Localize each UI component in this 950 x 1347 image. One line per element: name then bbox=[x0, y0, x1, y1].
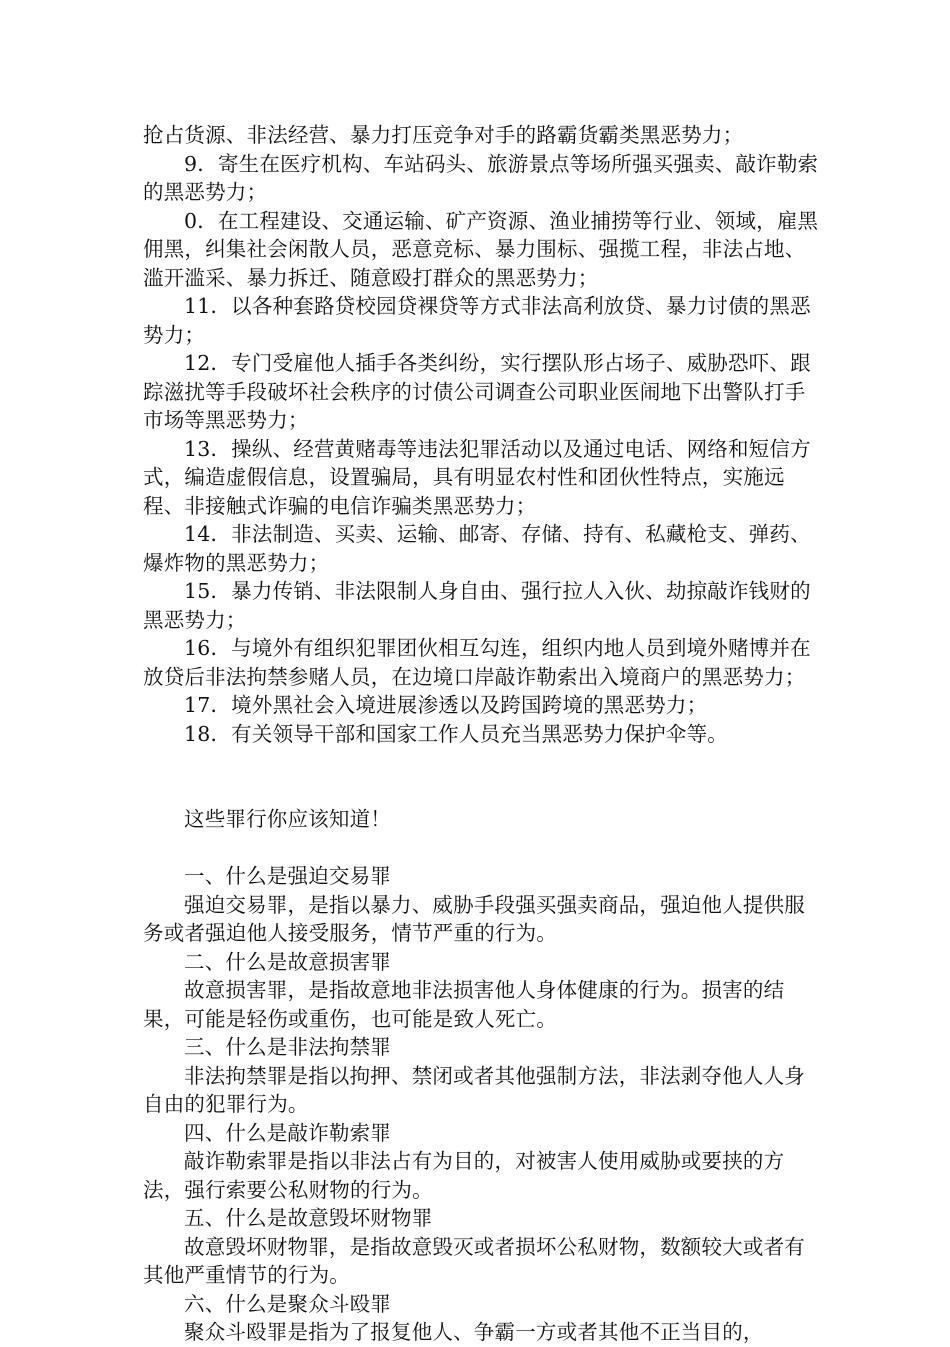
list-item-13: 13．操纵、经营黄赌毒等违法犯罪活动以及通过电话、网络和短信方式，编造虚假信息，设置骗局，具有明显农村性和团伙性特点，实施远程、非接触式诈骗的电信诈骗类黑恶势力； bbox=[143, 436, 811, 518]
document-body bbox=[143, 121, 823, 1347]
crime-heading: 二、什么是故意损害罪 bbox=[184, 949, 391, 974]
crime-definition: 故意损害罪，是指故意地非法损害他人身体健康的行为。损害的结果，可能是轻伤或重伤，也可能是致人死亡。 bbox=[143, 978, 785, 1031]
spacer bbox=[143, 748, 823, 805]
list-item-15: 15．暴力传销、非法限制人身自由、强行拉人入伙、劫掠敲诈钱财的黑恶势力； bbox=[143, 579, 811, 632]
crime-heading: 三、什么是非法拘禁罪 bbox=[184, 1035, 391, 1059]
list-item-12: 12．专门受雇他人插手各类纠纷，实行摆队形占场子、威胁恐吓、跟踪滋扰等手段破坏社会秩序的讨债公司调查公司职业医闹地下出警队打手市场等黑恶势力； bbox=[143, 351, 811, 432]
crime-heading: 四、什么是敲诈勒索罪 bbox=[184, 1120, 391, 1145]
list-item-9: 9．寄生在医疗机构、车站码头、旅游景点等场所强买强卖、敲诈勒索的黑恶势力； bbox=[143, 151, 819, 204]
list-item-18: 18．有关领导干部和国家工作人员充当黑恶势力保护伞等。 bbox=[184, 721, 728, 746]
spacer bbox=[143, 834, 823, 863]
list-item-16: 16．与境外有组织犯罪团伙相互勾连，组织内地人员到境外赌博并在放贷后非法拘禁参赌人员，在边境口岸敲诈勒索出入境商户的黑恶势力； bbox=[143, 636, 811, 689]
crime-heading: 六、什么是聚众斗殴罪 bbox=[184, 1291, 391, 1316]
list-item-11: 11．以各种套路贷校园贷裸贷等方式非法高利放贷、暴力讨债的黑恶势力； bbox=[143, 294, 811, 347]
crime-definition: 非法拘禁罪是指以拘押、禁闭或者其他强制方法，非法剥夺他人人身自由的犯罪行为。 bbox=[143, 1063, 805, 1116]
crime-heading: 五、什么是故意毁坏财物罪 bbox=[184, 1206, 433, 1230]
list-item-14: 14．非法制造、买卖、运输、邮寄、存储、持有、私藏枪支、弹药、爆炸物的黑恶势力； bbox=[143, 522, 811, 575]
crime-heading: 一、什么是强迫交易罪 bbox=[184, 864, 391, 888]
crime-definition: 故意毁坏财物罪，是指故意毁灭或者损坏公私财物，数额较大或者有其他严重情节的行为。 bbox=[143, 1234, 805, 1287]
crime-definition: 强迫交易罪，是指以暴力、威胁手段强买强卖商品，强迫他人提供服务或者强迫他人接受服务，情节严重的行为。 bbox=[143, 892, 805, 945]
list-item-10: 0．在工程建设、交通运输、矿产资源、渔业捕捞等行业、领域，雇黑佣黑，纠集社会闲散人员，恶意竞标、暴力围标、强揽工程，非法占地、滥开滥采、暴力拆迁、随意殴打群众的黑恶势力； bbox=[143, 208, 819, 290]
crime-definition: 敲诈勒索罪是指以非法占有为目的，对被害人使用威胁或要挟的方法，强行索要公私财物的行为。 bbox=[143, 1149, 785, 1202]
section-subheading: 这些罪行你应该知道！ bbox=[184, 807, 391, 831]
crime-definition: 聚众斗殴罪是指为了报复他人、争霸一方或者其他不正当目的， bbox=[184, 1320, 764, 1344]
list-item-17: 17．境外黑社会入境进展渗透以及跨国跨境的黑恶势力； bbox=[184, 693, 708, 717]
paragraph-continued: 抢占货源、非法经营、暴力打压竞争对手的路霸货霸类黑恶势力； bbox=[143, 123, 744, 147]
